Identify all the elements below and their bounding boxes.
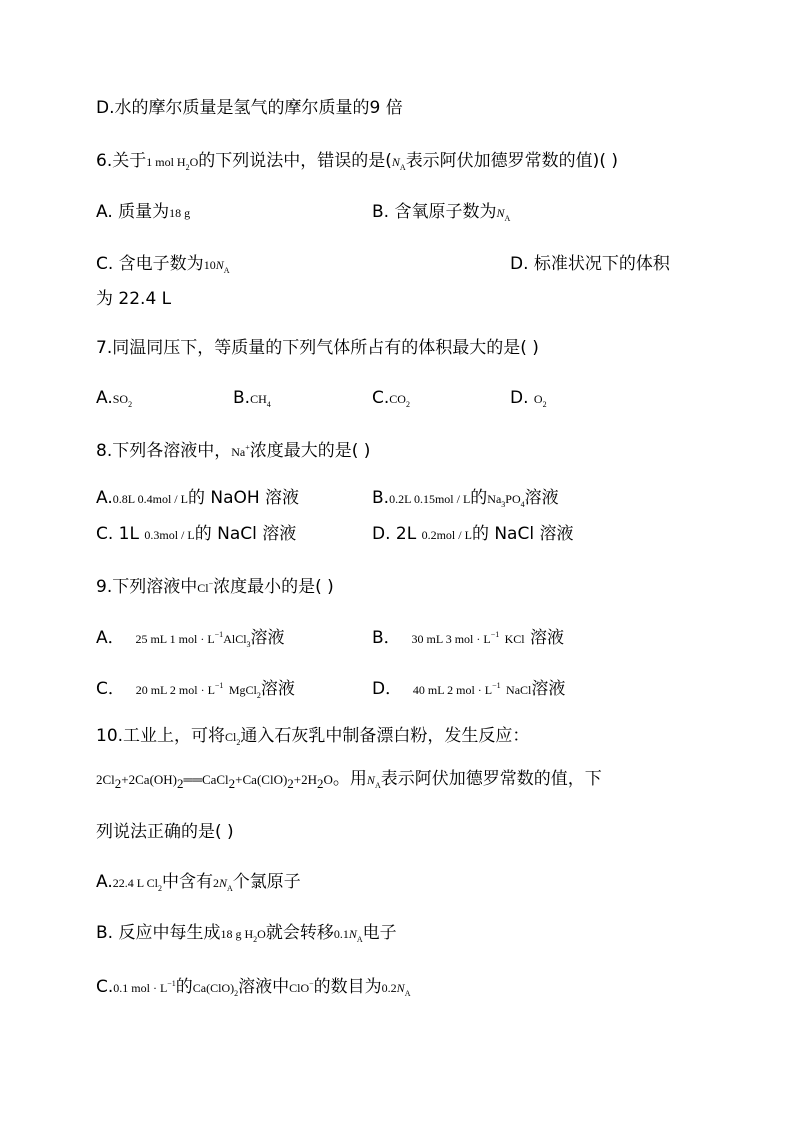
q8-option-a: [96, 487, 299, 510]
q8-option-c-formula: 0.3mol / L: [144, 528, 195, 542]
q7-option-b: [233, 387, 271, 416]
q6-option-b-a: A: [504, 214, 511, 223]
q8-option-c-text: 的 NaCl 溶液: [194, 524, 297, 544]
q10-option-c-label: C.: [96, 977, 114, 997]
q9-option-a-compound: AlCl: [223, 632, 247, 646]
q8-option-d-text: 的 NaCl 溶液: [471, 524, 574, 544]
q7-option-b-formula: CH: [250, 392, 267, 406]
q9-option-c-formula: 20 mL 2 mol · L: [135, 683, 215, 697]
q9-option-a-exp: −1: [214, 630, 224, 639]
q7-option-b-label: B.: [233, 388, 251, 408]
q8-option-b: [372, 487, 559, 516]
q10-option-c-formula: 0.1 mol · L: [113, 981, 168, 995]
q10-stem-c: 列说法正确的是( ): [96, 822, 234, 842]
q10-option-c: [96, 973, 410, 1005]
q6-option-c-label: C. 含电子数为: [96, 254, 204, 274]
q10-option-c-charge: −: [309, 979, 314, 988]
q9-option-c: [96, 675, 295, 707]
q10-option-b: [96, 922, 397, 951]
q10-eq-f: O: [323, 772, 333, 787]
q6-option-b-label: B. 含氧原子数为: [372, 202, 497, 222]
q6-option-d-cont: [96, 288, 171, 310]
q6-option-c-num: 10: [203, 258, 216, 272]
q7-option-d-sub: 2: [542, 400, 547, 409]
q9-option-b-exp: −1: [490, 630, 500, 639]
q8-stem-a: 8.下列各溶液中，: [96, 441, 232, 461]
q10-eq-tail2: 表示阿伏加德罗常数的值，下: [380, 769, 602, 789]
q10-eq-b: +2Ca: [121, 772, 150, 787]
q9-option-d-formula: 40 mL 2 mol · L: [412, 683, 493, 697]
q10-eq-c: CaCl: [201, 772, 229, 787]
q7-option-c-formula: CO: [389, 392, 406, 406]
q8-ion-charge: +: [245, 443, 250, 452]
q10-option-b-formula: 18 g H: [220, 927, 254, 941]
q9-ion: Cl: [197, 581, 209, 595]
q6-option-b-n: N: [496, 206, 505, 220]
q10-option-b-o: O: [257, 927, 266, 941]
q10-eq-sub2: 2: [177, 776, 184, 791]
q6-formula-mol: 1 mol H: [146, 155, 186, 169]
q9-option-c-label: C．: [96, 679, 125, 699]
q9-option-a-formula: 25 mL 1 mol · L: [135, 632, 215, 646]
q10-option-c-ca: Ca: [192, 981, 207, 995]
q10-option-c-clo: (ClO): [206, 981, 235, 995]
q10-eq-a: 2Cl: [96, 772, 115, 787]
q8-stem-b: 浓度最大的是( ): [249, 441, 371, 461]
q8-option-b-sub3: 3: [501, 500, 506, 509]
q7-option-d-label: D.: [510, 388, 529, 408]
q10-option-c-mid2: 的数目为: [313, 977, 382, 997]
q9-stem-b: 浓度最小的是( ): [213, 577, 334, 597]
q8-option-b-label: B.: [372, 488, 390, 508]
q10-option-c-a: A: [404, 989, 411, 998]
q6-option-c-a: A: [223, 266, 230, 275]
q10-option-b-label: B. 反应中每生成: [96, 923, 221, 943]
q9-ion-charge: −: [208, 579, 214, 588]
q10-eq-sub1: 2: [114, 776, 122, 791]
q7-option-a: [96, 387, 132, 416]
q10-option-b-n: N: [348, 927, 357, 941]
q7-option-a-formula: SO: [112, 392, 129, 406]
q8-option-d-label: D. 2L: [372, 524, 417, 544]
q6-option-d-text: D. 标准状况下的体积: [510, 254, 670, 274]
q6-option-a-value: 18 g: [169, 206, 191, 220]
q9-option-a-label: A．: [96, 628, 125, 648]
q9-option-c-exp: −1: [214, 681, 224, 690]
q9-option-c-text: 溶液: [260, 679, 295, 699]
q10-option-b-sub: 2: [253, 935, 258, 944]
q9-option-b: [372, 624, 564, 650]
q9-option-a-text: 溶液: [250, 628, 285, 648]
q10-option-c-mid: 溶液中: [238, 977, 290, 997]
q10-option-a-text: 个氯原子: [232, 872, 301, 892]
q5-option-d: [96, 97, 403, 119]
q8-option-a-label: A.: [96, 488, 113, 508]
q9-option-c-sub: 2: [256, 691, 261, 700]
q9-stem: [96, 573, 334, 599]
q9-option-d-label: D．: [372, 679, 403, 699]
q6-option-d-cont-text: 为 22.4 L: [96, 289, 172, 309]
q10-eq-sub3: 2: [228, 776, 236, 791]
q8-option-b-sub4: 4: [520, 500, 525, 509]
q7-option-d: [510, 387, 547, 416]
q9-option-b-compound: KCl: [504, 632, 525, 646]
q9-option-b-label: B．: [372, 628, 401, 648]
q10-option-a-mid: 中含有: [161, 872, 213, 892]
q8-stem: [96, 437, 370, 463]
q6-formula-o: O: [189, 155, 199, 169]
q10-stem-b: 通入石灰乳中制备漂白粉，发生反应：: [240, 726, 530, 746]
q9-stem-a: 9.下列溶液中: [96, 577, 198, 597]
q10-stem-cont: [96, 821, 234, 843]
q10-equation-line: [96, 768, 602, 797]
q10-eq-sub4: 2: [287, 776, 294, 791]
q8-ion: Na: [231, 445, 246, 459]
q10-option-c-n: N: [396, 981, 405, 995]
q10-option-a-a: A: [226, 884, 233, 893]
q10-eq-a-sub: A: [374, 781, 381, 790]
q10-option-a-label: A.: [96, 872, 113, 892]
q9-option-c-compound: MgCl: [228, 683, 257, 697]
q8-option-b-formula: 0.2L 0.15mol / L: [389, 492, 471, 506]
q10-option-a: [96, 871, 301, 900]
q10-eq-oh: (OH): [149, 772, 178, 787]
q10-eq-n: N: [366, 773, 375, 787]
q6-option-c-n: N: [215, 258, 224, 272]
q9-option-d-text: 溶液: [531, 679, 566, 699]
q6-stem: [96, 150, 618, 179]
q9-option-b-text: 溶液: [530, 628, 565, 648]
q10-option-b-num: 0.1: [333, 927, 349, 941]
q7-option-c: [372, 387, 410, 416]
q10-option-a-sub: 2: [157, 884, 162, 893]
q7-option-a-sub: 2: [128, 400, 133, 409]
q9-option-a: [96, 624, 285, 656]
q10-cl: Cl: [225, 730, 237, 744]
q8-option-d: [372, 523, 573, 546]
q6-option-c: [96, 253, 229, 282]
q10-eq-tail: 。用: [332, 769, 367, 789]
q6-option-b: [372, 201, 510, 230]
q6-sub: 2: [185, 163, 190, 172]
q6-stem-c: 表示阿伏加德罗常数的值)( ): [405, 151, 618, 171]
q6-stem-a: 6.关于: [96, 151, 147, 171]
q8-option-d-formula: 0.2mol / L: [421, 528, 472, 542]
q8-option-b-na: Na: [487, 492, 502, 506]
q7-stem: [96, 337, 539, 359]
q6-stem-b: 的下列说法中，错误的是(: [198, 151, 392, 171]
q10-option-c-exp: −1: [167, 979, 176, 988]
q6-na-n: N: [391, 155, 400, 169]
q10-option-c-num: 0.2: [381, 981, 397, 995]
q7-option-c-sub: 2: [405, 400, 410, 409]
q10-stem-a: 10.工业上，可将: [96, 726, 226, 746]
q7-option-d-formula: O: [533, 392, 543, 406]
q9-option-d-compound: NaCl: [506, 683, 532, 697]
q9-option-d: [372, 675, 565, 701]
q8-option-c-label: C. 1L: [96, 524, 139, 544]
q10-option-a-two: 2: [212, 876, 219, 890]
q6-option-d: [510, 253, 670, 275]
q10-option-a-n: N: [218, 876, 227, 890]
q8-option-b-text: 溶液: [524, 488, 559, 508]
q10-option-a-formula: 22.4 L Cl: [112, 876, 158, 890]
q10-eq-clo: (ClO): [256, 772, 288, 787]
q8-option-c: [96, 523, 296, 546]
q9-option-d-exp: −1: [492, 681, 501, 690]
q9-option-a-sub: 3: [246, 640, 251, 649]
q7-option-a-label: A.: [96, 388, 113, 408]
q7-option-b-sub: 4: [266, 400, 271, 409]
q10-option-b-text: 电子: [362, 923, 397, 943]
q10-option-c-ion: ClO: [289, 981, 310, 995]
q7-option-c-label: C.: [372, 388, 390, 408]
q10-eq-arrow: ══: [183, 772, 202, 787]
q10-eq-d: +Ca: [235, 772, 257, 787]
q10-eq-e: +2H: [293, 772, 318, 787]
q6-na-a: A: [399, 163, 406, 172]
q10-cl-sub: 2: [236, 738, 241, 747]
q6-option-a-label: A. 质量为: [96, 202, 170, 222]
q9-option-b-formula: 30 mL 3 mol · L: [411, 632, 491, 646]
q8-option-a-formula: 0.8L 0.4mol / L: [112, 492, 188, 506]
q10-option-c-sub: 2: [234, 989, 239, 998]
q7-stem-text: 7.同温同压下，等质量的下列气体所占有的体积最大的是( ): [96, 338, 539, 358]
q10-option-b-mid: 就会转移: [265, 923, 334, 943]
q6-option-a: [96, 201, 190, 224]
q5-option-d-text: D.水的摩尔质量是氢气的摩尔质量的9 倍: [96, 98, 403, 118]
q8-option-a-text: 的 NaOH 溶液: [187, 488, 300, 508]
q10-eq-sub5: 2: [317, 776, 324, 791]
q10-option-b-a: A: [356, 935, 363, 944]
q8-option-b-de: 的: [470, 488, 488, 508]
q10-stem: [96, 725, 529, 754]
q8-option-b-po: PO: [505, 492, 521, 506]
q10-option-c-de: 的: [175, 977, 193, 997]
